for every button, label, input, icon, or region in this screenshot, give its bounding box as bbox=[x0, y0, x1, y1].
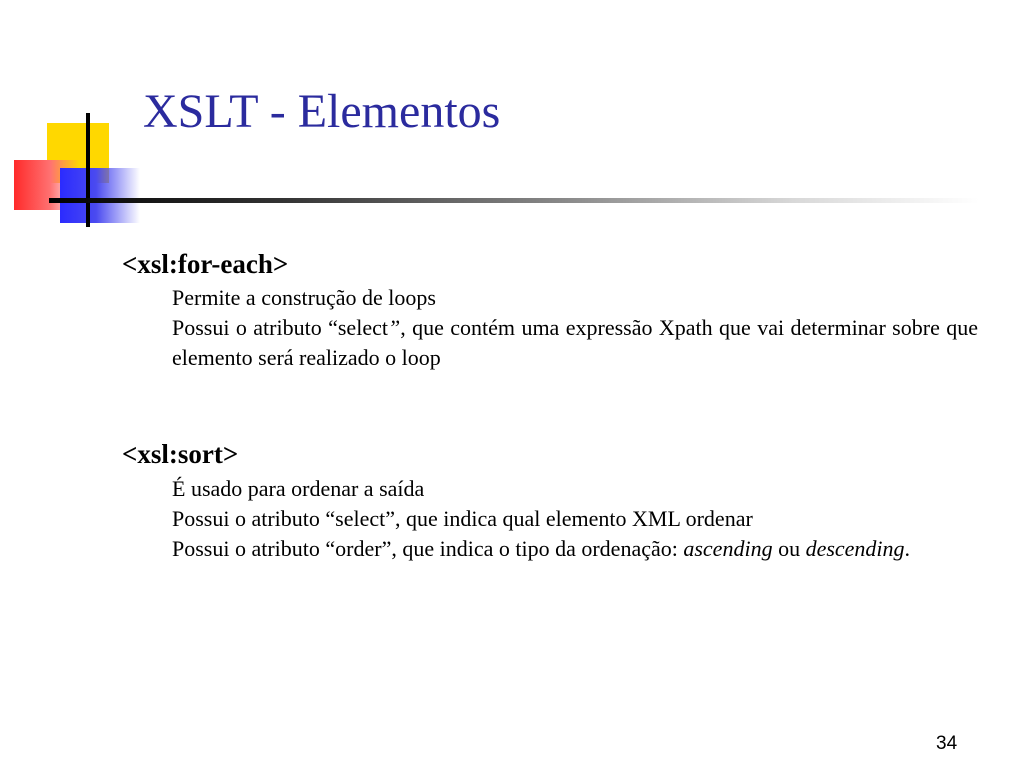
bullet-sort-1: É usado para ordenar a saída bbox=[172, 476, 425, 501]
slide-title: XSLT - Elementos bbox=[143, 85, 501, 138]
bullet-for-each-1: Permite a construção de loops bbox=[172, 285, 436, 310]
title-underline bbox=[49, 198, 979, 203]
bullet-sort-2: Possui o atributo “select”, que indica qual elemento XML ordenar bbox=[172, 506, 753, 531]
section-heading-sort: <xsl:sort> bbox=[122, 439, 239, 469]
bullet-sort-3: Possui o atributo “order”, que indica o tipo da ordenação: ascending ou descending. bbox=[172, 536, 911, 561]
page-number: 34 bbox=[936, 733, 958, 754]
bullet-for-each-2: Possui o atributo “select”, que contém uma expressão Xpath que vai determinar sobre que elemento será realizado o loop bbox=[172, 315, 979, 370]
decor-vertical-line bbox=[86, 113, 90, 227]
section-heading-for-each: <xsl:for-each> bbox=[122, 249, 289, 279]
decor-blue-square bbox=[60, 168, 140, 223]
